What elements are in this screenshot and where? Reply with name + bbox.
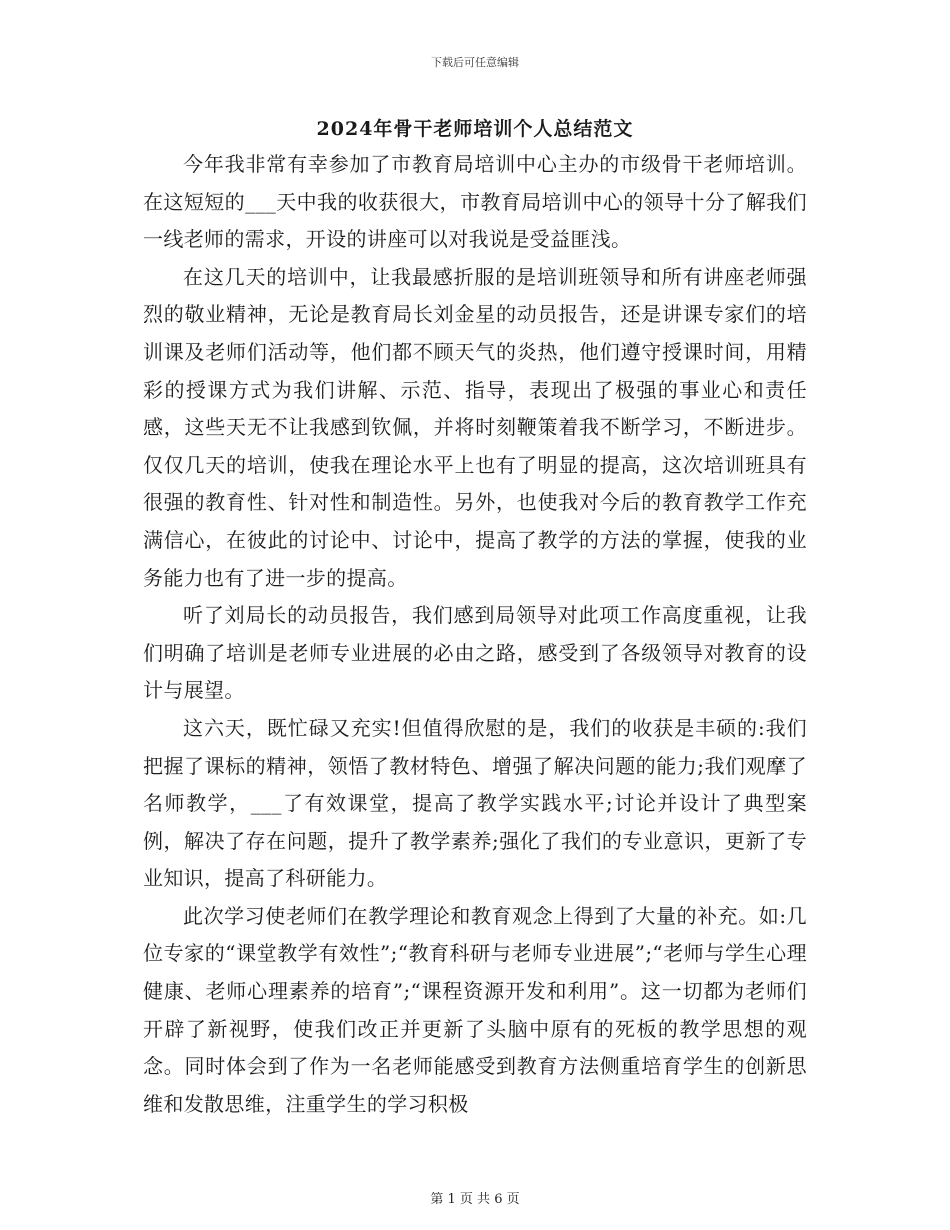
page-number-indicator: 第 1 页 共 6 页 [430, 1192, 520, 1207]
paragraph-3: 听了刘局长的动员报告，我们感到局领导对此项工作高度重视，让我们明确了培训是老师专业进展的必由之路，感受到了各级领导对教育的设计与展望。 [143, 603, 807, 703]
paragraph-2: 在这几天的培训中，让我最感折服的是培训班领导和所有讲座老师强烈的敬业精神，无论是教育局长刘金星的动员报告，还是讲课专家们的培训课及老师们活动等，他们都不顾天气的炎热，他们遵守授课时间，用精彩的授课方式为我们讲解、示范、指导，表现出了极强的事业心和责任感，这些天无不让我感到钦佩，并将时刻鞭策着我不断学习，不断进步。仅仅几天的培训，使我在理论水平上也有了明显的提高，这次培训班具有很强的教育性、针对性和制造性。另外，也使我对今后的教育教学工作充满信心，在彼此的讨论中、讨论中，提高了教学的方法的掌握，使我的业务能力也有了进一步的提高。 [143, 264, 807, 590]
document-title: 2024年骨干老师培训个人总结范文 [316, 118, 634, 140]
page-header-note: 下载后可任意编辑 [431, 56, 519, 69]
document-body [143, 146, 807, 1123]
paragraph-4: 这六天，既忙碌又充实!但值得欣慰的是，我们的收获是丰硕的:我们把握了课标的精神，领悟了教材特色、增强了解决问题的能力;我们观摩了名师教学，___了有效课堂，提高了教学实践水平;讨论并设计了典型案例，解决了存在问题，提升了教学素养;强化了我们的专业意识，更新了专业知识，提高了科研能力。 [143, 715, 807, 891]
paragraph-1: 今年我非常有幸参加了市教育局培训中心主办的市级骨干老师培训。在这短短的___天中我的收获很大，市教育局培训中心的领导十分了解我们一线老师的需求，开设的讲座可以对我说是受益匪浅。 [143, 152, 807, 252]
paragraph-5: 此次学习使老师们在教学理论和教育观念上得到了大量的补充。如:几位专家的“课堂教学有效性”;“教育科研与老师专业进展”;“老师与学生心理健康、老师心理素养的培育”;“课程资源开发和利用”。这一切都为老师们开辟了新视野，使我们改正并更新了头脑中原有的死板的教学思想的观念。同时体会到了作为一名老师能感受到教育方法侧重培育学生的创新思维和发散思维，注重学生的学习积极 [143, 903, 807, 1116]
